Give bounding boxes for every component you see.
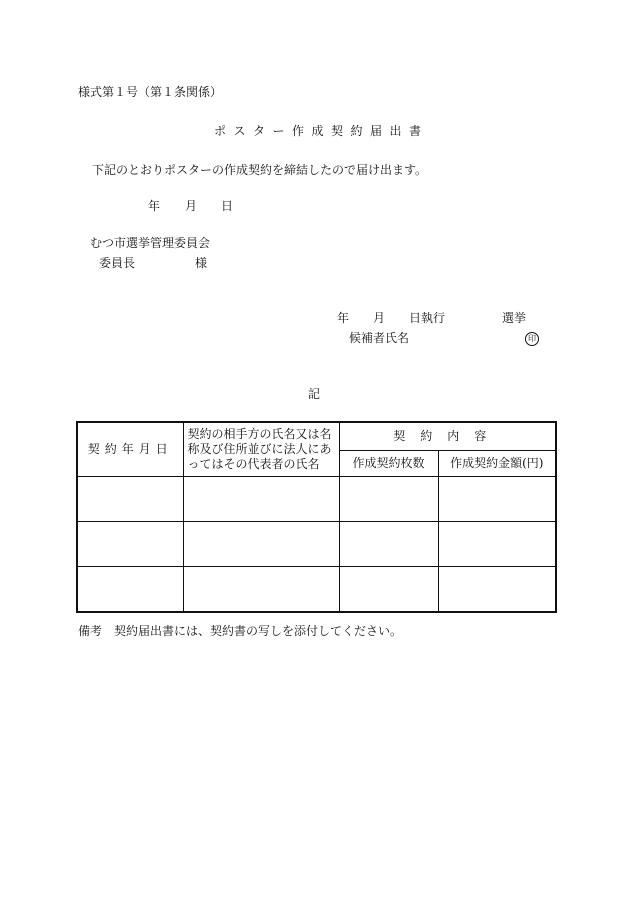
cell-date[interactable] — [77, 522, 183, 567]
table-row — [77, 477, 556, 522]
election-day-exec: 日執行 — [409, 311, 446, 325]
contract-table — [76, 421, 557, 613]
seal-mark: 印 — [525, 332, 539, 346]
election-label: 選挙 — [502, 311, 527, 325]
date-month: 月 — [185, 199, 198, 213]
cell-party[interactable] — [183, 522, 339, 567]
candidate-label: 候補者氏名 — [349, 331, 410, 345]
cell-date[interactable] — [77, 477, 183, 522]
header-amount: 作成契約金額(円) — [438, 451, 556, 477]
header-contract-date: 契約年月日 — [77, 422, 183, 477]
election-year: 年 — [337, 311, 350, 325]
table-row — [77, 567, 556, 613]
ki-heading: 記 — [308, 387, 321, 401]
note: 備考 契約届出書には、契約書の写しを添付してください。 — [78, 624, 403, 638]
cell-amount[interactable] — [438, 477, 556, 522]
date-year: 年 — [148, 199, 161, 213]
document-title: ポスター作成契約届出書 — [214, 124, 429, 138]
addressee-person: 委員長 — [99, 256, 136, 270]
election-month: 月 — [373, 311, 386, 325]
header-counterparty: 契約の相手方の氏名又は名称及び住所並びに法人にあってはその代表者の氏名 — [183, 422, 339, 477]
cell-amount[interactable] — [438, 522, 556, 567]
header-count: 作成契約枚数 — [339, 451, 438, 477]
cell-amount[interactable] — [438, 567, 556, 613]
addressee-org: むつ市選挙管理委員会 — [90, 236, 211, 250]
cell-party[interactable] — [183, 567, 339, 613]
seal-icon — [525, 330, 539, 346]
header-contract-content: 契約内容 — [339, 422, 556, 451]
addressee-honorific: 様 — [195, 256, 208, 270]
cell-date[interactable] — [77, 567, 183, 613]
table-row — [77, 522, 556, 567]
cell-count[interactable] — [339, 477, 438, 522]
cell-count[interactable] — [339, 522, 438, 567]
cell-party[interactable] — [183, 477, 339, 522]
intro-text: 下記のとおりポスターの作成契約を締結したので届け出ます。 — [92, 163, 428, 177]
form-number: 様式第１号（第１条関係） — [78, 85, 223, 99]
date-day: 日 — [221, 199, 234, 213]
cell-count[interactable] — [339, 567, 438, 613]
